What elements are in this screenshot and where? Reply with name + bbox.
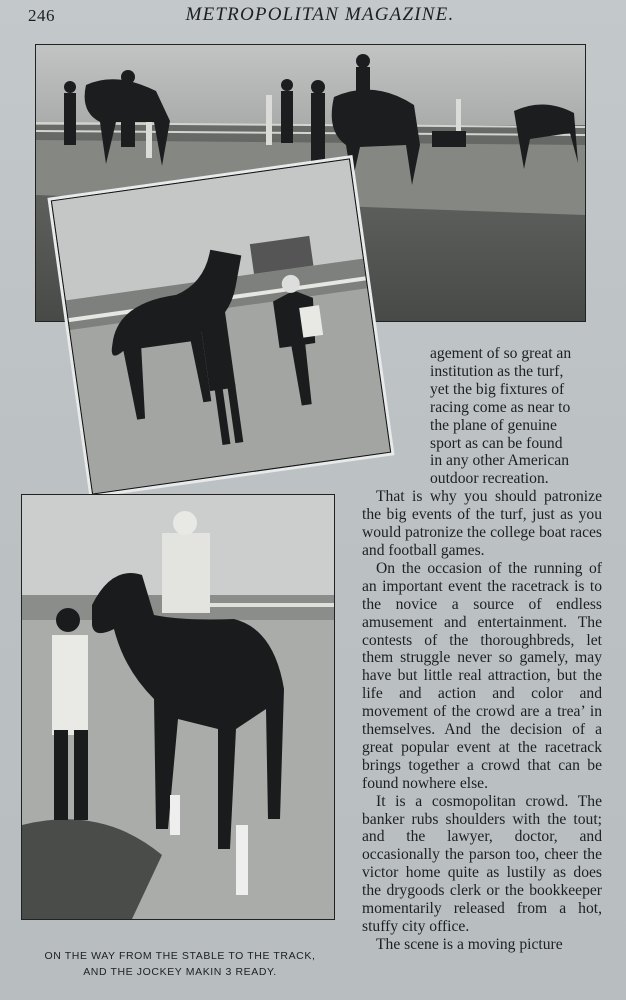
paragraph: On the occasion of the running of an important event the racetrack is to the novice a source of endless amusement and entertainment. The contests of the thoroughbreds, let them struggle never so gamely, may have but little real attraction, but the life and action and color and movement of the crowd are a trea’ in themselves. And the decision of a great popular event at the racetrack brings together a crowd that can be found nowhere else.: [362, 559, 602, 792]
text-line: agement of so great an: [430, 345, 572, 362]
article-text: [362, 345, 602, 954]
text-line: institution as the turf,: [430, 362, 564, 380]
paragraph-continuation: [430, 345, 602, 488]
paragraph: The scene is a moving picture: [376, 935, 563, 953]
running-head: METROPOLITAN MAGAZINE.: [185, 4, 455, 25]
photo-caption: [20, 948, 340, 980]
photo-jockey-making-ready: [21, 494, 335, 920]
paragraph: It is a cosmopolitan crowd. The banker rubs shoulders with the tout; and the lawyer, doctor, and occasionally the parson too, cheer the victor home quite as lustily as does the drygoods clerk or the bookkeeper momentarily released from a hot, stuffy city office.: [362, 792, 602, 935]
caption-line-2: AND THE JOCKEY MAKIN 3 READY.: [83, 966, 277, 978]
photo-jockey-mounting: [51, 158, 391, 494]
text-line: in any other American: [430, 452, 569, 470]
caption-line-1: ON THE WAY FROM THE STABLE TO THE TRACK,: [44, 950, 316, 962]
text-line: outdoor recreation.: [430, 470, 549, 488]
text-line: sport as can be found: [430, 434, 563, 452]
text-line: racing come as near to: [430, 398, 571, 416]
text-line: the plane of genuine: [430, 416, 557, 434]
page-number: 246: [28, 6, 55, 25]
text-line: yet the big fixtures of: [430, 380, 565, 398]
paragraph: That is why you should patronize the big events of the turf, just as you would patronize the college boat races and football games.: [362, 488, 602, 559]
